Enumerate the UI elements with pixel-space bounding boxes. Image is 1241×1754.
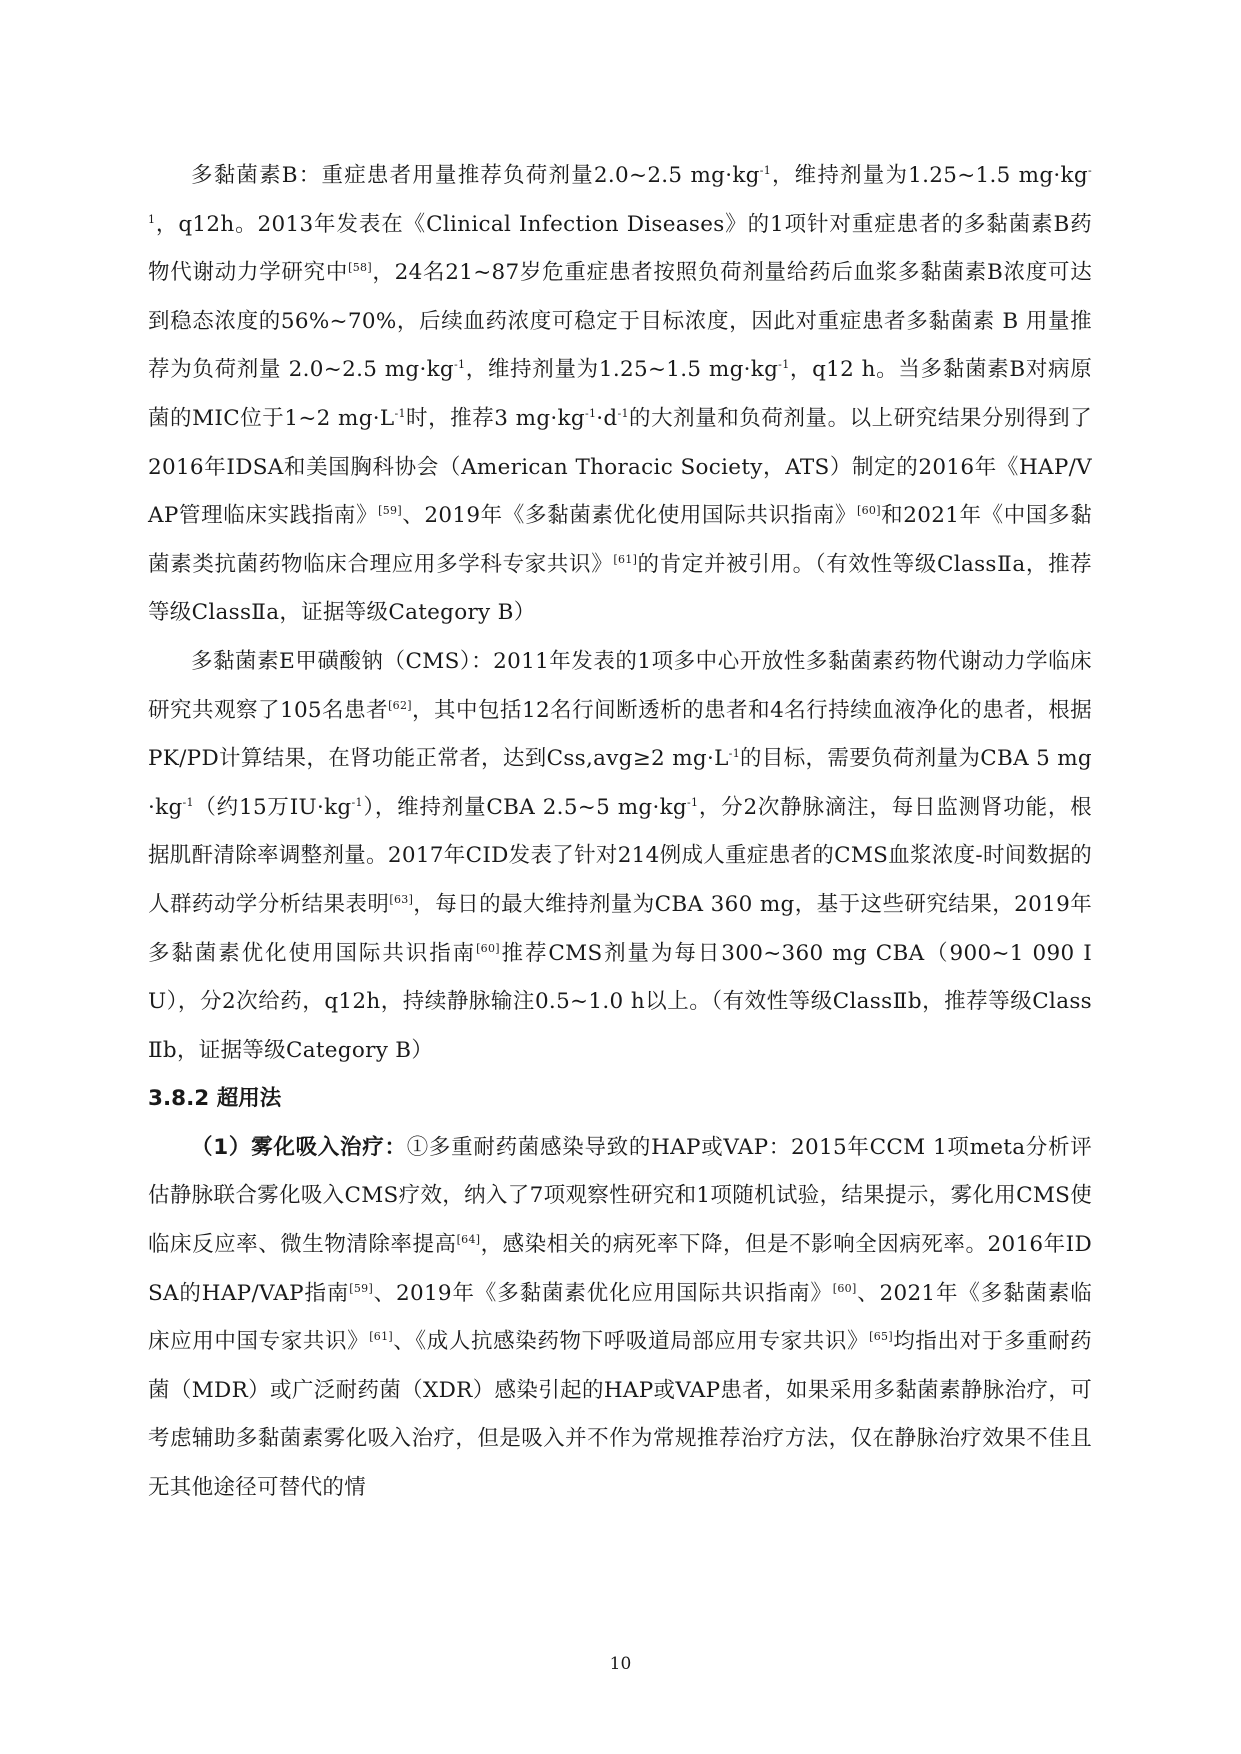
superscript-exponent: -1 <box>687 795 699 809</box>
text-run: （约15万IU·kg <box>193 794 352 820</box>
text-run: 的大剂量和负荷剂量。以上研究结果分别得到了2016年IDSA和美国胸科协会（American Thoracic Society，ATS）制定的2016年《HAP/VAP管理临床实践指南》 <box>148 405 1092 529</box>
paragraph-cms <box>148 638 1092 1075</box>
text-run: 多黏菌素B：重症患者用量推荐负荷剂量2.0~2.5 mg·kg <box>191 163 760 188</box>
text-run: ·d <box>596 405 618 431</box>
citation-ref: [59] <box>378 504 402 517</box>
paragraph-polymyxin-b <box>148 152 1092 638</box>
text-run: 、2019年《多黏菌素优化使用国际共识指南》 <box>401 503 857 529</box>
text-run: 的肯定并被引用。（有效性等级ClassⅡa，推荐等级ClassⅡa，证据等级Category B） <box>148 551 1092 626</box>
section-heading: 3.8.2 超用法 <box>148 1086 282 1112</box>
text-run: ，q12h。2013年发表在《Clinical Infection Diseases》的1项针对重症患者的多黏菌素B药物代谢动力学研究中 <box>148 211 1092 286</box>
citation-ref: [60] <box>476 941 500 955</box>
superscript-exponent: -1 <box>351 795 363 809</box>
text-run: 、2019年《多黏菌素优化应用国际共识指南》 <box>373 1280 833 1306</box>
text-run: 、2021年《多黏菌素临床应用中国专家共识》 <box>148 1280 1092 1355</box>
text-run: 和2021年《中国多黏菌素类抗菌药物临床合理应用多学科专家共识》 <box>148 503 1092 577</box>
paragraph-lead: （1）雾化吸入治疗： <box>191 1134 407 1160</box>
superscript-exponent: -1 <box>617 406 629 420</box>
text-run: 均指出对于多重耐药菌（MDR）或广泛耐药菌（XDR）感染引起的HAP或VAP患者，如果采用多黏菌素静脉治疗，可考虑辅助多黏菌素雾化吸入治疗，但是吸入并不作为常规推荐治疗方法，仅在静脉治疗效果不佳且无其他途径可替代的情 <box>148 1329 1092 1501</box>
citation-ref: [59] <box>349 1281 374 1295</box>
text-run: 时，推荐3 mg·kg <box>405 405 585 431</box>
text-run: ，其中包括12名行间断透析的患者和4名行持续血液净化的患者，根据PK/PD计算结果，在肾功能正常者，达到Css,avg≥2 mg·L <box>148 697 1093 772</box>
superscript-exponent: -1 <box>778 358 790 372</box>
citation-ref: [61] <box>613 552 638 566</box>
text-run: ，分2次静脉滴注，每日监测肾功能，根据肌酐清除率调整剂量。2017年CID发表了针对214例成人重症患者的CMS血浆浓度-时间数据的人群药动学分析结果表明 <box>148 794 1092 917</box>
superscript-exponent: -1 <box>182 795 194 809</box>
text-run: ，维持剂量为1.25~1.5 mg·kg <box>465 357 779 383</box>
text-run: 推荐CMS剂量为每日300~360 mg CBA（900~1 090 IU），分2次给药，q12h，持续静脉输注0.5~1.0 h以上。（有效性等级ClassⅡb，推荐等级ClassⅡb，证据等级Category B） <box>148 940 1093 1063</box>
superscript-exponent: -1 <box>584 406 597 420</box>
text-run: ，q12 h。当多黏菌素B对病原菌的MIC位于1~2 mg·L <box>148 357 1093 431</box>
citation-ref: [61] <box>369 1330 393 1344</box>
text-run: ，24名21~87岁危重症患者按照负荷剂量给药后血浆多黏菌素B浓度可达到稳态浓度的56%~70%，后续血药浓度可稳定于目标浓度，因此对重症患者多黏菌素 B 用量推荐为负荷剂量 2.0~2.5 mg·kg <box>148 260 1093 383</box>
text-run: ），维持剂量CBA 2.5~5 mg·kg <box>362 794 687 820</box>
citation-ref: [58] <box>348 261 372 275</box>
superscript-exponent: -1 <box>728 746 740 760</box>
citation-ref: [63] <box>389 892 414 906</box>
document-page <box>148 152 1092 1513</box>
citation-ref: [60] <box>857 504 881 517</box>
text-run: ①多重耐药菌感染导致的HAP或VAP：2015年CCM 1项meta分析评估静脉联合雾化吸入CMS疗效，纳入了7项观察性研究和1项随机试验，结果提示，雾化用CMS使临床反应率、微生物清除率提高 <box>148 1134 1092 1258</box>
text-run: 、《成人抗感染药物下呼吸道局部应用专家共识》 <box>392 1329 870 1355</box>
page-number: 10 <box>609 1654 632 1674</box>
paragraph-body <box>148 1135 1092 1500</box>
citation-ref: [62] <box>388 698 412 712</box>
text-run: 的目标，需要负荷剂量为CBA 5 mg·kg <box>148 746 1092 820</box>
superscript-exponent: -1 <box>148 163 1092 226</box>
superscript-exponent: -1 <box>454 358 466 372</box>
text-run: ，维持剂量为1.25~1.5 mg·kg <box>771 163 1088 188</box>
superscript-exponent: -1 <box>759 163 772 177</box>
superscript-exponent: -1 <box>394 406 406 420</box>
text-run: 多黏菌素E甲磺酸钠（CMS）：2011年发表的1项多中心开放性多黏菌素药物代谢动力学临床研究共观察了105名患者 <box>148 648 1092 723</box>
citation-ref: [60] <box>832 1281 857 1295</box>
citation-ref: [65] <box>869 1330 893 1344</box>
paragraph-nebulized-therapy <box>148 1124 1092 1513</box>
text-run: ，每日的最大维持剂量为CBA 360 mg，基于这些研究结果，2019年多黏菌素优化使用国际共识指南 <box>148 891 1092 966</box>
text-run: ，感染相关的病死率下降，但是不影响全因病死率。2016年IDSA的HAP/VAP指南 <box>148 1232 1093 1306</box>
citation-ref: [64] <box>456 1232 481 1246</box>
